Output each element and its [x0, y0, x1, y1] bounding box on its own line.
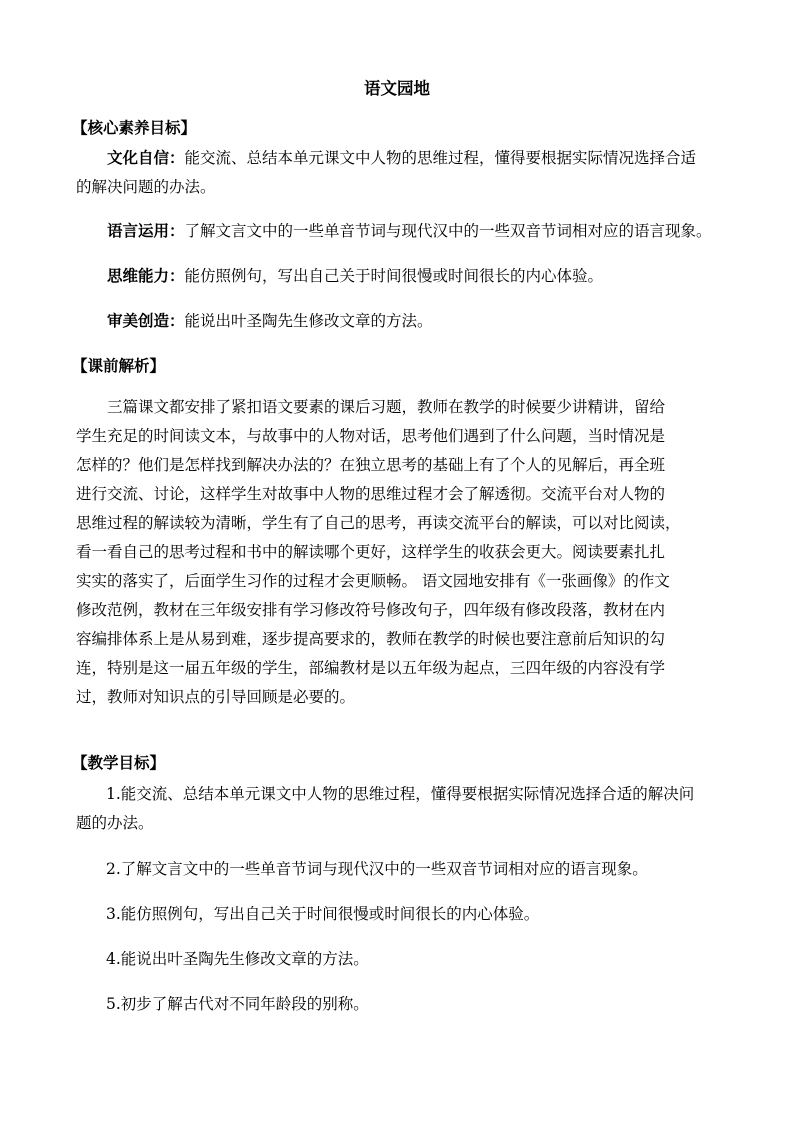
goal-label: 语言运用：: [107, 221, 185, 240]
goal-line: [107, 310, 433, 332]
goal-label: 审美创造：: [107, 311, 185, 330]
goal-text: 能仿照例句，写出自己关于时间很慢或时间很长的内心体验。: [184, 267, 604, 285]
paragraph-line: 学生充足的时间读文本，与故事中的人物对话，思考他们遇到了什么问题，当时情况是: [76, 427, 666, 445]
goal-line: [107, 265, 603, 287]
document-title: 语文园地: [364, 79, 430, 98]
paragraph-line: 过，教师对知识点的引导回顾是必要的。: [76, 688, 356, 706]
goal-label: 文化自信：: [107, 148, 185, 167]
paragraph-line: 连，特别是这一届五年级的学生，部编教材是以五年级为起点，三四年级的内容没有学: [76, 659, 666, 677]
section-heading-preclass-analysis: 【课前解析】: [72, 356, 166, 375]
section-heading-teaching-objectives: 【教学目标】: [72, 753, 166, 772]
goal-line: 的解决问题的办法。: [76, 178, 216, 196]
goal-line: [107, 147, 696, 169]
goal-text: 了解文言文中的一些单音节词与现代汉中的一些双音节词相对应的语言现象。: [184, 222, 712, 240]
objective-item-2: 2.了解文言文中的一些单音节词与现代汉中的一些双音节词相对应的语言现象。: [106, 860, 648, 878]
paragraph-line: 修改范例，教材在三年级安排有学习修改符号修改句子，四年级有修改段落，教材在内: [76, 601, 666, 619]
objective-item-1: 1.能交流、总结本单元课文中人物的思维过程，懂得要根据实际情况选择合适的解决问: [106, 785, 695, 803]
paragraph-line: 看一看自己的思考过程和书中的解读哪个更好，这样学生的收获会更大。阅读要素扎扎: [76, 543, 666, 561]
paragraph-line: 怎样的？他们是怎样找到解决办法的？在独立思考的基础上有了个人的见解后，再全班: [76, 456, 666, 474]
paragraph-line: 思维过程的解读较为清晰，学生有了自己的思考，再读交流平台的解读，可以对比阅读，: [76, 514, 681, 532]
goal-text: 能交流、总结本单元课文中人物的思维过程，懂得要根据实际情况选择合适: [184, 149, 697, 167]
paragraph-line: 进行交流、讨论，这样学生对故事中人物的思维过程才会了解透彻。交流平台对人物的: [76, 485, 666, 503]
paragraph-line: 容编排体系上是从易到难，逐步提高要求的，教师在教学的时候也要注意前后知识的勾: [76, 630, 666, 648]
objective-item-4: 4.能说出叶圣陶先生修改文章的方法。: [106, 950, 369, 968]
objective-item-5: 5.初步了解古代对不同年龄段的别称。: [106, 995, 369, 1013]
section-heading-core-goals: 【核心素养目标】: [72, 118, 197, 137]
goal-line: [107, 220, 712, 242]
paragraph-line: 三篇课文都安排了紧扣语文要素的课后习题，教师在教学的时候要少讲精讲，留给: [107, 398, 666, 416]
paragraph-line: 实实的落实了，后面学生习作的过程才会更顺畅。 语文园地安排有《一张画像》的作文: [76, 572, 670, 590]
goal-label: 思维能力：: [107, 266, 185, 285]
goal-text: 能说出叶圣陶先生修改文章的方法。: [184, 312, 433, 330]
objective-item-1-continued: 题的办法。: [76, 814, 154, 832]
objective-item-3: 3.能仿照例句，写出自己关于时间很慢或时间很长的内心体验。: [106, 905, 540, 923]
